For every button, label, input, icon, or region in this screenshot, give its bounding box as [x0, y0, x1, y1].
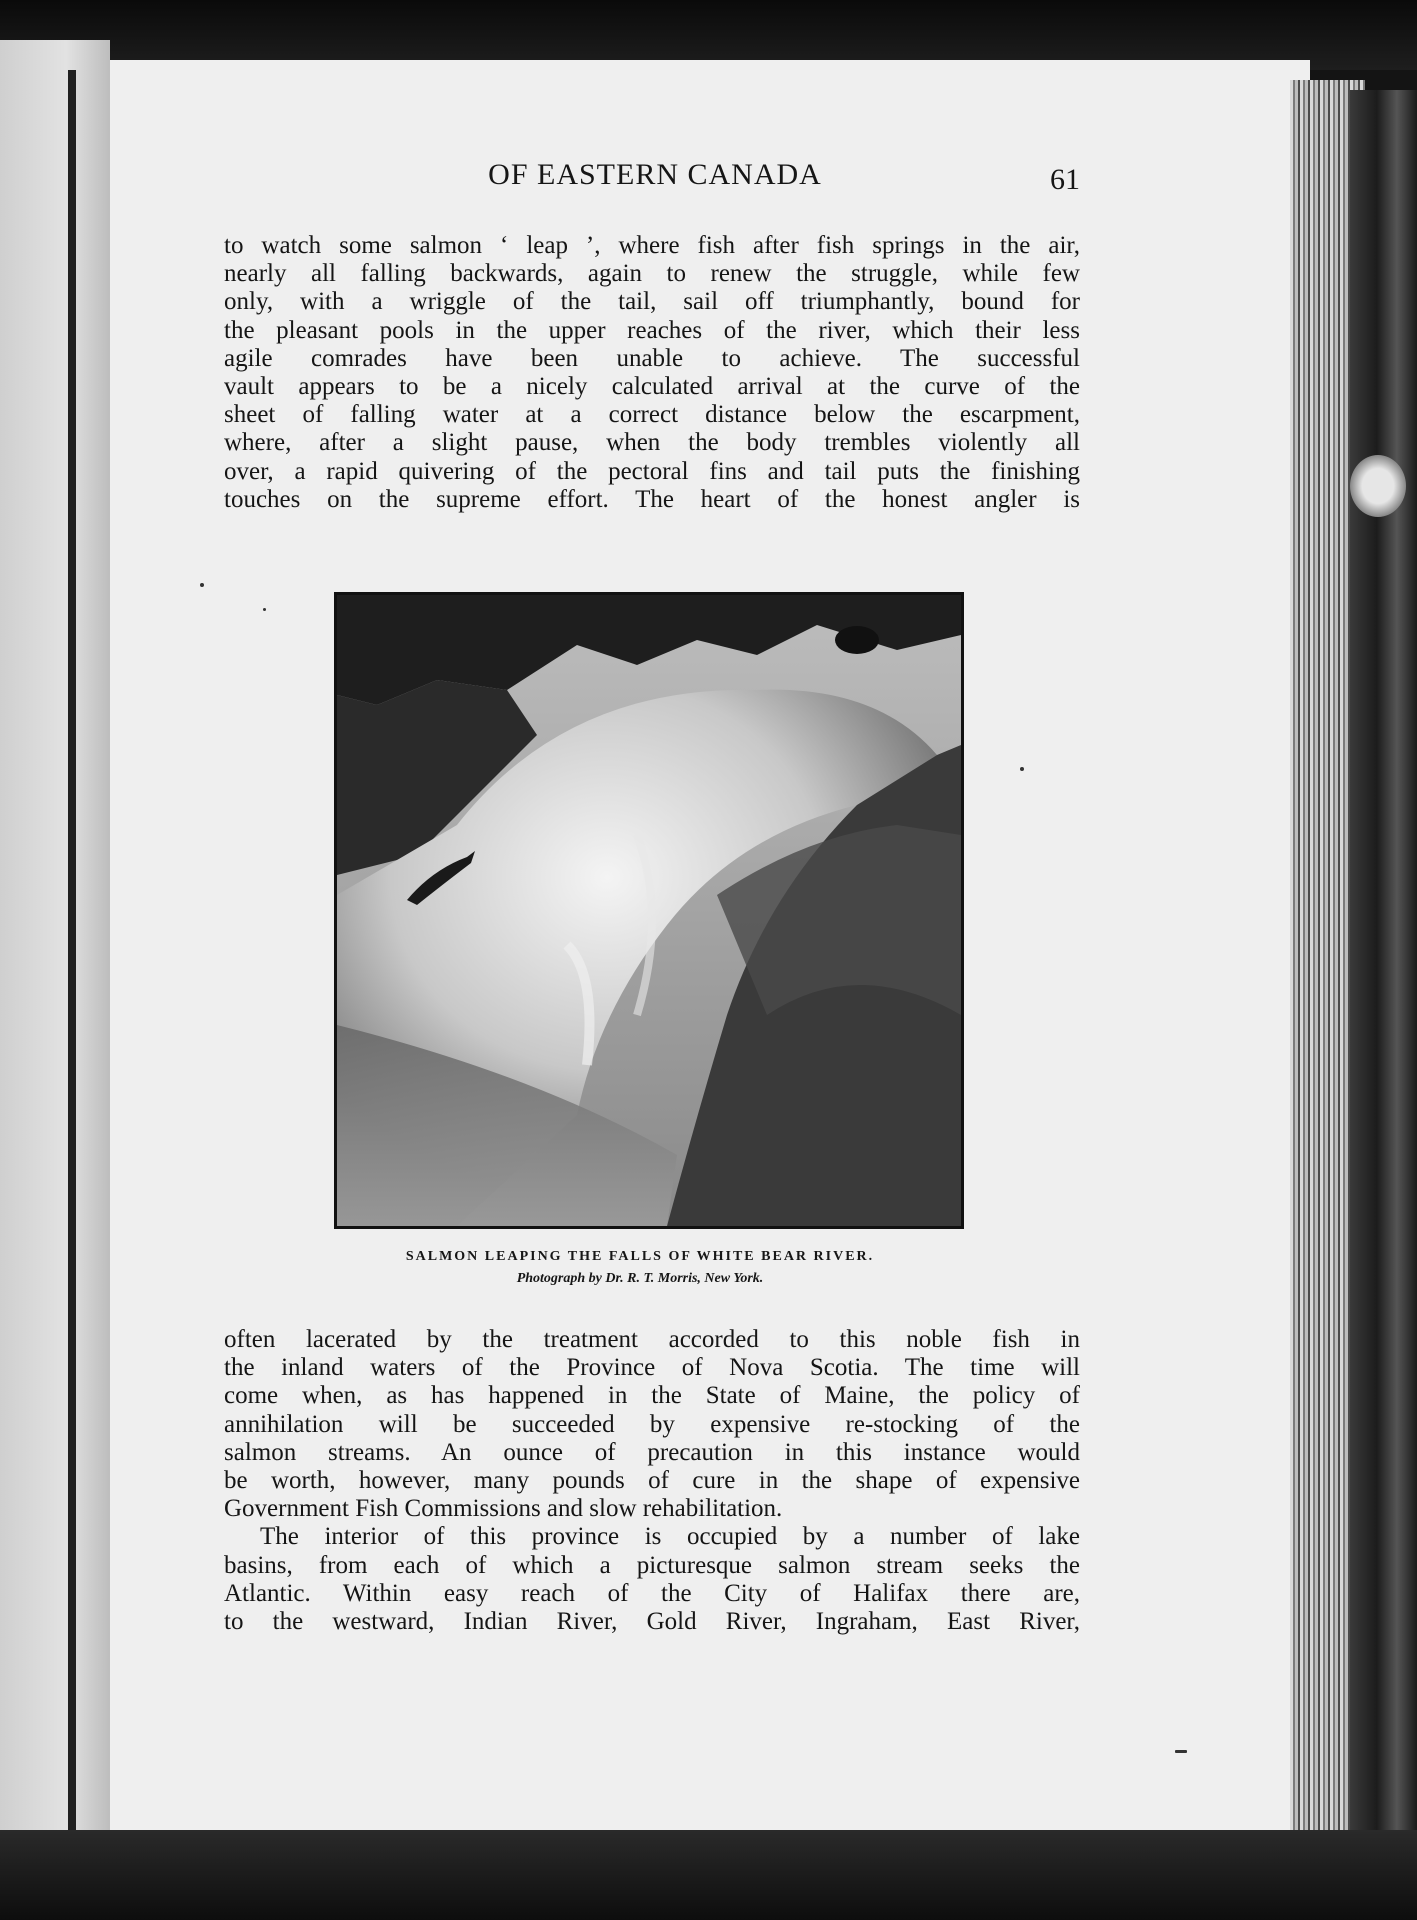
scan-speck	[1020, 767, 1024, 771]
text-line: sheet of falling water at a correct distance below the escarpment,	[224, 401, 1080, 429]
text-line: the inland waters of the Province of Nova Scotia. The time will	[224, 1354, 1080, 1382]
text-line: basins, from each of which a picturesque salmon stream seeks the	[224, 1551, 1080, 1579]
text-line: only, with a wriggle of the tail, sail off triumphantly, bound for	[224, 288, 1080, 316]
text-line: to the westward, Indian River, Gold River, Ingraham, East River,	[224, 1607, 1080, 1635]
book-gutter	[68, 70, 76, 1830]
running-head: OF EASTERN CANADA	[488, 158, 822, 191]
facing-page-edge	[0, 40, 110, 1850]
text-line: annihilation will be succeeded by expensive re-stocking of the	[224, 1410, 1080, 1438]
book-cover-edge	[1350, 90, 1417, 1830]
text-line: salmon streams. An ounce of precaution in this instance would	[224, 1438, 1080, 1466]
edge-blot	[1350, 455, 1406, 517]
text-line: The interior of this province is occupied by a number of lake	[260, 1523, 1080, 1551]
text-line: come when, as has happened in the State of Maine, the policy of	[224, 1382, 1080, 1410]
paragraph-continued	[224, 232, 1080, 514]
text-line: vault appears to be a nicely calculated arrival at the curve of the	[224, 372, 1080, 400]
text-line: often lacerated by the treatment accorded to this noble fish in	[224, 1326, 1080, 1353]
waterfall-photograph	[334, 592, 964, 1229]
waterfall-image	[337, 595, 961, 1226]
text-line: where, after a slight pause, when the body trembles violently all	[224, 429, 1080, 457]
text-line: Atlantic. Within easy reach of the City of Halifax there are,	[224, 1579, 1080, 1607]
text-line: over, a rapid quivering of the pectoral fins and tail puts the finishing	[224, 457, 1080, 485]
figure-caption	[360, 1249, 920, 1287]
scan-speck	[200, 583, 204, 587]
text-line: agile comrades have been unable to achieve. The successful	[224, 344, 1080, 372]
text-line: nearly all falling backwards, again to renew the struggle, while few	[224, 260, 1080, 288]
text-line: touches on the supreme effort. The heart of the honest angler is	[224, 485, 1080, 513]
paragraph	[224, 1326, 1080, 1636]
text-line: Government Fish Commissions and slow rehabilitation.	[224, 1495, 783, 1523]
text-line: be worth, however, many pounds of cure in the shape of expensive	[224, 1466, 1080, 1494]
text-line: the pleasant pools in the upper reaches of the river, which their less	[224, 316, 1080, 344]
photo-credit: Photograph by Dr. R. T. Morris, New York.	[516, 1271, 764, 1286]
scan-speck	[1175, 1750, 1187, 1753]
caption-title: SALMON LEAPING THE FALLS OF WHITE BEAR RIVER.	[405, 1249, 875, 1264]
page-number: 61	[1050, 163, 1080, 196]
scan-speck	[263, 608, 266, 611]
scan-bottom-shadow	[0, 1830, 1417, 1920]
text-line: to watch some salmon ‘ leap ’, where fish after fish springs in the air,	[224, 232, 1080, 259]
